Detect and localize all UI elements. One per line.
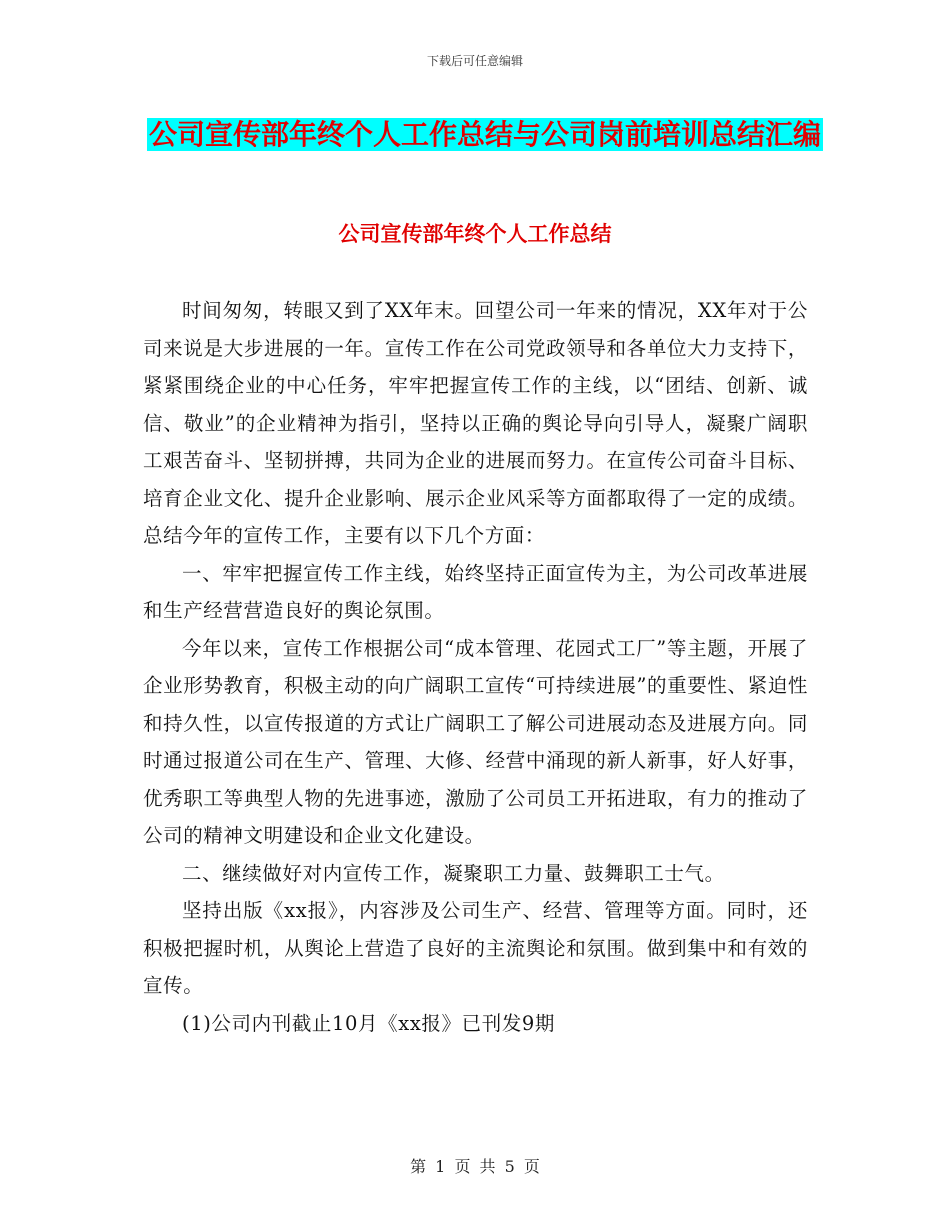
section-title: 公司宣传部年终个人工作总结 xyxy=(338,222,612,246)
paragraph: 二、继续做好对内宣传工作，凝聚职工力量、鼓舞职工士气。 xyxy=(182,861,725,885)
page-header-note: 下载后可任意编辑 xyxy=(426,54,523,68)
document-title xyxy=(145,112,825,158)
paragraph: 时间匆匆，转眼又到了XX年末。回望公司一年来的情况，XX年对于公司来说是大步进展的一年。宣传工作在公司党政领导和各单位大力支持下，紧紧围绕企业的中心任务，牢牢把握宣传工作的主线，以“团结、创新、诚信、敬业”的企业精神为指引，坚持以正确的舆论导向引导人，凝聚广阔职工艰苦奋斗、坚韧拼搏，共同为企业的进展而努力。在宣传公司奋斗目标、培育企业文化、提升企业影响、展示企业风采等方面都取得了一定的成绩。总结今年的宣传工作，主要有以下几个方面： xyxy=(143,299,808,547)
paragraph: 今年以来，宣传工作根据公司“成本管理、花园式工厂”等主题，开展了企业形势教育，积极主动的向广阔职工宣传“可持续进展”的重要性、紧迫性和持久性，以宣传报道的方式让广阔职工了解公司进展动态及进展方向。同时通过报道公司在生产、管理、大修、经营中涌现的新人新事，好人好事，优秀职工等典型人物的先进事迹，激励了公司员工开拓进取，有力的推动了公司的精神文明建设和企业文化建设。 xyxy=(143,636,808,847)
document-title-text: 公司宣传部年终个人工作总结与公司岗前培训总结汇编 xyxy=(148,118,821,151)
paragraph: 坚持出版《xx报》，内容涉及公司生产、经营、管理等方面。同时，还积极把握时机，从舆论上营造了良好的主流舆论和氛围。做到集中和有效的宣传。 xyxy=(143,899,808,997)
paragraph: 一、牢牢把握宣传工作主线，始终坚持正面宣传为主，为公司改革进展和生产经营营造良好的舆论氛围。 xyxy=(143,561,808,622)
page-number: 第 1 页 共 5 页 xyxy=(410,1157,540,1176)
document-body xyxy=(143,292,808,1042)
paragraph: (1)公司内刊截止10月《xx报》已刊发9期 xyxy=(182,1011,556,1035)
